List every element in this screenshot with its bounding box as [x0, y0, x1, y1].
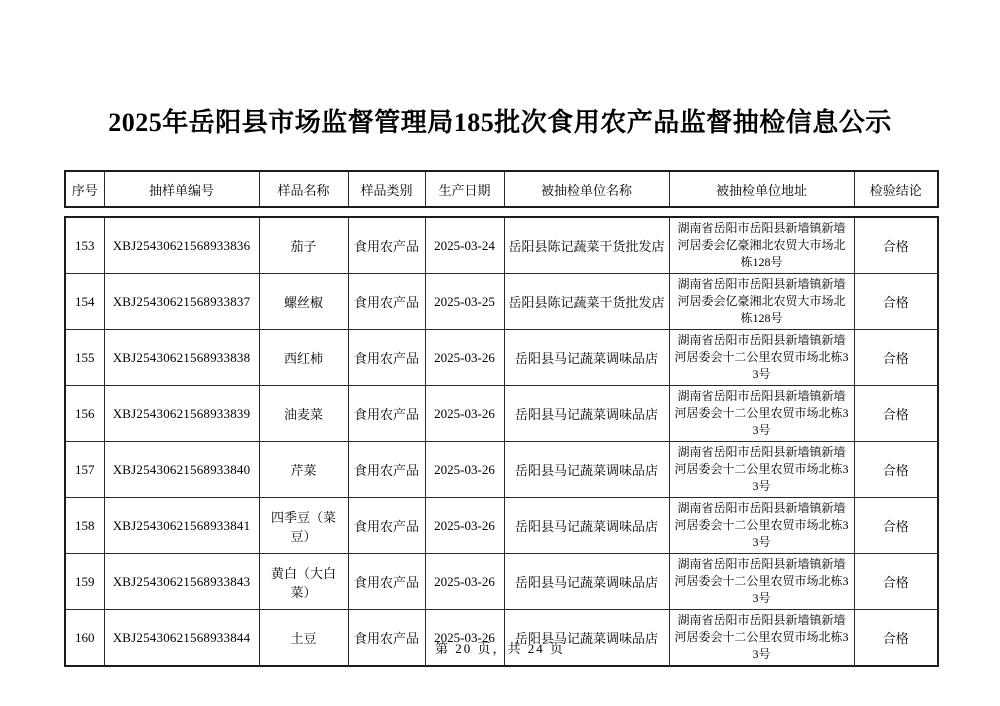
- cell-sample-name: 土豆: [259, 610, 348, 667]
- cell-result: 合格: [854, 330, 938, 386]
- header-row: [65, 171, 938, 207]
- cell-unit: 岳阳县马记蔬菜调味品店: [504, 330, 669, 386]
- cell-result: 合格: [854, 217, 938, 274]
- cell-address: 湖南省岳阳市岳阳县新墙镇新墙河居委会亿豪湘北农贸大市场北栋128号: [669, 274, 854, 330]
- header-sample-name: 样品名称: [259, 171, 348, 207]
- cell-category: 食用农产品: [348, 386, 425, 442]
- cell-category: 食用农产品: [348, 217, 425, 274]
- cell-seq: 158: [65, 498, 104, 554]
- header-unit: 被抽检单位名称: [504, 171, 669, 207]
- cell-sample-name: 芹菜: [259, 442, 348, 498]
- cell-date: 2025-03-24: [425, 217, 504, 274]
- cell-date: 2025-03-26: [425, 610, 504, 667]
- cell-seq: 155: [65, 330, 104, 386]
- header-address: 被抽检单位地址: [669, 171, 854, 207]
- cell-sample-name: 螺丝椒: [259, 274, 348, 330]
- cell-date: 2025-03-26: [425, 330, 504, 386]
- cell-seq: 157: [65, 442, 104, 498]
- table-row: [65, 554, 938, 610]
- page-title: 2025年岳阳县市场监督管理局185批次食用农产品监督抽检信息公示: [108, 108, 892, 137]
- cell-sample-name: 西红柿: [259, 330, 348, 386]
- table-row: [65, 442, 938, 498]
- cell-sample-name: 黄白（大白菜）: [259, 554, 348, 610]
- cell-address: 湖南省岳阳市岳阳县新墙镇新墙河居委会十二公里农贸市场北栋33号: [669, 442, 854, 498]
- cell-code: XBJ25430621568933844: [104, 610, 259, 667]
- cell-address: 湖南省岳阳市岳阳县新墙镇新墙河居委会十二公里农贸市场北栋33号: [669, 386, 854, 442]
- cell-date: 2025-03-26: [425, 498, 504, 554]
- header-date: 生产日期: [425, 171, 504, 207]
- header-result: 检验结论: [854, 171, 938, 207]
- cell-date: 2025-03-26: [425, 554, 504, 610]
- cell-sample-name: 四季豆（菜豆）: [259, 498, 348, 554]
- cell-address: 湖南省岳阳市岳阳县新墙镇新墙河居委会十二公里农贸市场北栋33号: [669, 610, 854, 667]
- page-number: 第 20 页，共 24 页: [434, 641, 565, 656]
- inspection-table-body: [64, 216, 939, 667]
- cell-category: 食用农产品: [348, 554, 425, 610]
- cell-category: 食用农产品: [348, 442, 425, 498]
- cell-result: 合格: [854, 554, 938, 610]
- cell-address: 湖南省岳阳市岳阳县新墙镇新墙河居委会十二公里农贸市场北栋33号: [669, 554, 854, 610]
- cell-seq: 156: [65, 386, 104, 442]
- header-code: 抽样单编号: [104, 171, 259, 207]
- cell-unit: 岳阳县马记蔬菜调味品店: [504, 442, 669, 498]
- cell-unit: 岳阳县马记蔬菜调味品店: [504, 610, 669, 667]
- cell-result: 合格: [854, 386, 938, 442]
- inspection-table-header: [64, 170, 939, 208]
- table-row: [65, 330, 938, 386]
- cell-unit: 岳阳县马记蔬菜调味品店: [504, 554, 669, 610]
- inspection-table: [64, 170, 937, 667]
- header-seq: 序号: [65, 171, 104, 207]
- cell-unit: 岳阳县陈记蔬菜干货批发店: [504, 274, 669, 330]
- table-row: [65, 274, 938, 330]
- cell-sample-name: 茄子: [259, 217, 348, 274]
- cell-code: XBJ25430621568933837: [104, 274, 259, 330]
- cell-category: 食用农产品: [348, 330, 425, 386]
- cell-category: 食用农产品: [348, 498, 425, 554]
- cell-code: XBJ25430621568933841: [104, 498, 259, 554]
- cell-sample-name: 油麦菜: [259, 386, 348, 442]
- cell-unit: 岳阳县马记蔬菜调味品店: [504, 498, 669, 554]
- cell-category: 食用农产品: [348, 274, 425, 330]
- cell-code: XBJ25430621568933836: [104, 217, 259, 274]
- cell-result: 合格: [854, 274, 938, 330]
- cell-unit: 岳阳县马记蔬菜调味品店: [504, 386, 669, 442]
- cell-code: XBJ25430621568933838: [104, 330, 259, 386]
- cell-code: XBJ25430621568933843: [104, 554, 259, 610]
- cell-date: 2025-03-26: [425, 386, 504, 442]
- table-row: [65, 498, 938, 554]
- cell-result: 合格: [854, 610, 938, 667]
- cell-address: 湖南省岳阳市岳阳县新墙镇新墙河居委会亿豪湘北农贸大市场北栋128号: [669, 217, 854, 274]
- cell-seq: 160: [65, 610, 104, 667]
- cell-seq: 154: [65, 274, 104, 330]
- cell-code: XBJ25430621568933840: [104, 442, 259, 498]
- cell-result: 合格: [854, 442, 938, 498]
- cell-category: 食用农产品: [348, 610, 425, 667]
- cell-seq: 153: [65, 217, 104, 274]
- cell-address: 湖南省岳阳市岳阳县新墙镇新墙河居委会十二公里农贸市场北栋33号: [669, 498, 854, 554]
- cell-date: 2025-03-26: [425, 442, 504, 498]
- table-row: [65, 386, 938, 442]
- cell-unit: 岳阳县陈记蔬菜干货批发店: [504, 217, 669, 274]
- cell-date: 2025-03-25: [425, 274, 504, 330]
- cell-address: 湖南省岳阳市岳阳县新墙镇新墙河居委会十二公里农贸市场北栋33号: [669, 330, 854, 386]
- cell-seq: 159: [65, 554, 104, 610]
- header-category: 样品类别: [348, 171, 425, 207]
- cell-result: 合格: [854, 498, 938, 554]
- table-row: [65, 217, 938, 274]
- cell-code: XBJ25430621568933839: [104, 386, 259, 442]
